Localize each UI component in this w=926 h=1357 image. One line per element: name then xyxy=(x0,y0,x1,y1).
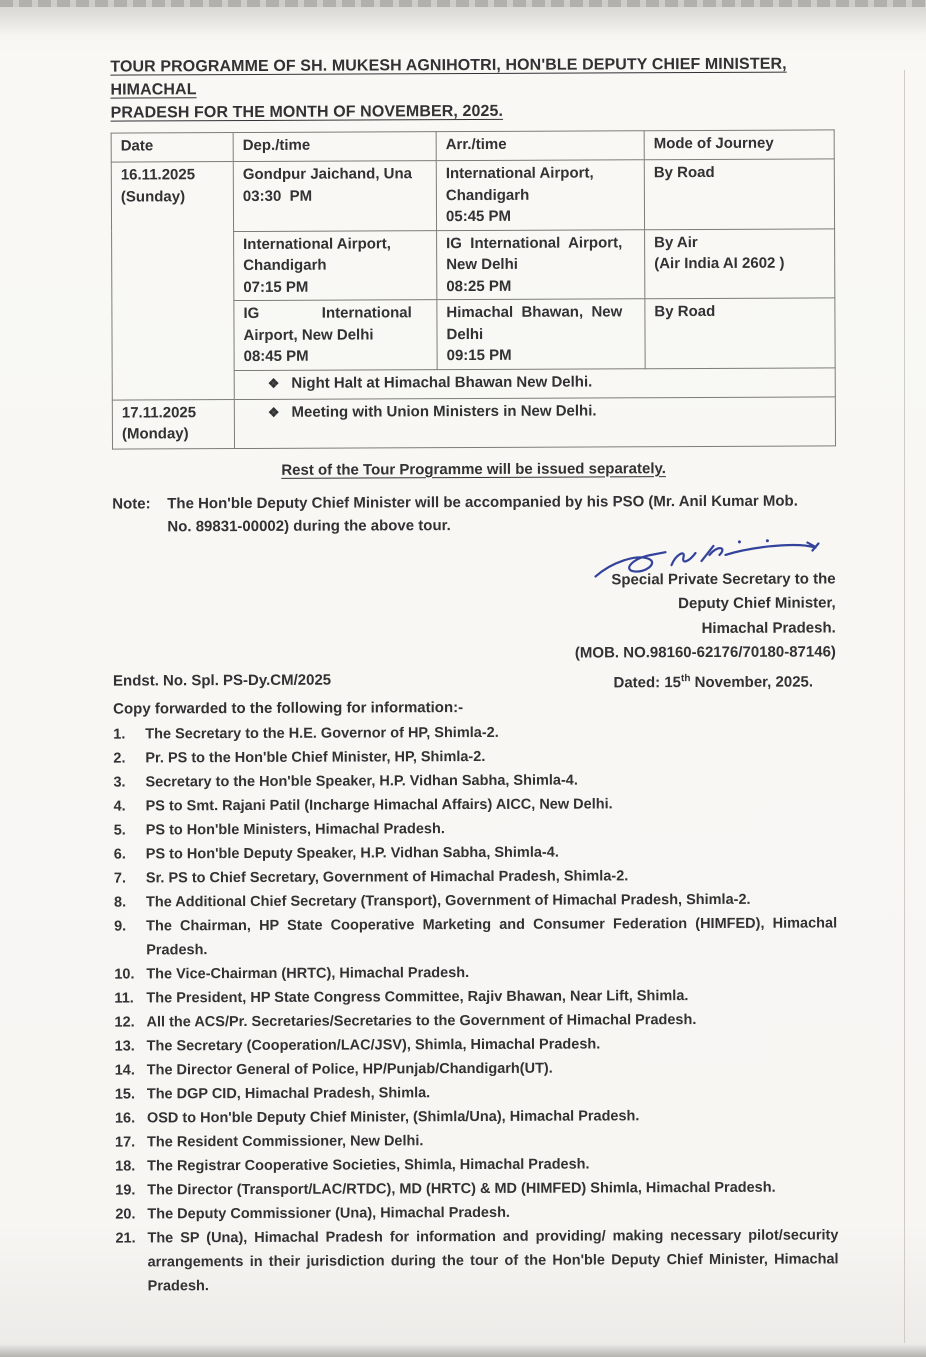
list-item-text: The Secretary to the H.E. Governor of HP, Shimla-2. xyxy=(145,724,499,742)
list-item-text: The Chairman, HP State Cooperative Marketing and Consumer Federation (HIMFED), Himachal Pradesh. xyxy=(146,914,838,958)
list-item-text: The SP (Una), Himachal Pradesh for information and providing/ making necessary pilot/security arrangements in their jurisdiction during the tour of the Hon'ble Deputy Chief Minister, Himachal Pradesh. xyxy=(147,1226,839,1294)
night-halt-cell xyxy=(234,367,835,399)
list-item xyxy=(113,719,836,746)
endorsement-number: Endst. No. Spl. PS-Dy.CM/2025 xyxy=(112,671,332,690)
list-item-text: The Resident Commissioner, New Delhi. xyxy=(146,1132,424,1150)
list-item xyxy=(115,1127,838,1154)
list-item-number: 13. xyxy=(114,1037,135,1055)
tour-programme-table xyxy=(111,129,836,449)
departure-cell: International Airport, Chandigarh 07:15 PM xyxy=(234,230,437,300)
list-item-text: The Director (Transport/LAC/RTDC), MD (HRTC) & MD (HIMFED) Shimla, Himachal Pradesh. xyxy=(147,1179,776,1198)
list-item-number: 11. xyxy=(114,989,134,1007)
list-item-number: 14. xyxy=(114,1061,135,1079)
list-item xyxy=(114,959,837,986)
mode-cell: By Air (Air India AI 2602 ) xyxy=(645,228,835,298)
list-item-number: 15. xyxy=(114,1085,136,1103)
list-item-text: PS to Hon'ble Deputy Speaker, H.P. Vidhan Sabha, Shimla-4. xyxy=(145,844,559,862)
list-item-number: 8. xyxy=(113,894,127,911)
list-item-text: The President, HP State Congress Committee, Rajiv Bhawan, Near Lift, Shimla. xyxy=(146,987,689,1006)
diamond-bullet-icon: ❖ xyxy=(267,404,280,420)
list-item-text: OSD to Hon'ble Deputy Chief Minister, (Shimla/Una), Himachal Pradesh. xyxy=(146,1107,640,1126)
signature-block: Special Private Secretary to the Deputy Chief Minister, Himachal Pradesh. (MOB. NO.98160-62176/70180-87146) xyxy=(574,569,836,662)
scan-artifact-top-edge xyxy=(0,0,926,7)
list-item xyxy=(113,767,836,794)
list-item-number: 3. xyxy=(113,774,126,791)
list-item-text: Pr. PS to the Hon'ble Chief Minister, HP, Shimla-2. xyxy=(145,748,486,766)
list-item xyxy=(114,839,837,866)
column-header-arr-time: Arr./time xyxy=(436,131,644,161)
document-title-line2: PRADESH FOR THE MONTH OF NOVEMBER, 2025. xyxy=(110,102,504,122)
list-item xyxy=(115,1031,838,1058)
meeting-text: Meeting with Union Ministers in New Delhi. xyxy=(291,401,597,421)
list-item-text: Secretary to the Hon'ble Speaker, H.P. Vidhan Sabha, Shimla-4. xyxy=(145,772,578,790)
list-item-text: The Additional Chief Secretary (Transport), Government of Himachal Pradesh, Shimla-2. xyxy=(145,891,751,910)
departure-cell: IG International Airport, New Delhi 08:45 PM xyxy=(234,300,437,370)
endorsement-row xyxy=(113,666,836,696)
list-item xyxy=(113,743,836,770)
signature-area xyxy=(113,567,836,668)
list-item-number: 16. xyxy=(114,1109,136,1127)
list-item-number: 19. xyxy=(115,1181,136,1199)
table-row xyxy=(111,159,834,232)
list-item-number: 6. xyxy=(113,846,126,863)
list-item xyxy=(114,911,837,962)
mode-cell: By Road xyxy=(644,159,834,229)
document-title-line1: TOUR PROGRAMME OF SH. MUKESH AGNIHOTRI, HON'BLE DEPUTY CHIEF MINISTER, HIMACHAL xyxy=(110,55,787,99)
date-cell-day1: 16.11.2025 (Sunday) xyxy=(111,162,234,400)
list-item xyxy=(114,887,837,914)
list-item xyxy=(115,1055,838,1082)
list-item-text: PS to Hon'ble Ministers, Himachal Pradesh. xyxy=(145,820,445,838)
scan-artifact-top-shadow xyxy=(0,7,926,35)
list-item-text: Sr. PS to Chief Secretary, Government of Himachal Pradesh, Shimla-2. xyxy=(145,867,629,886)
list-item xyxy=(115,1175,838,1202)
list-item xyxy=(114,1007,837,1034)
distribution-list xyxy=(113,719,839,1298)
handwritten-signature xyxy=(591,537,821,584)
list-item-text: The Secretary (Cooperation/LAC/JSV), Shimla, Himachal Pradesh. xyxy=(146,1035,601,1054)
column-header-dep-time: Dep./time xyxy=(233,132,436,162)
list-item xyxy=(114,815,837,842)
scan-artifact-bottom-edge xyxy=(0,1344,926,1357)
list-item-text: All the ACS/Pr. Secretaries/Secretaries to the Government of Himachal Pradesh. xyxy=(146,1011,697,1030)
meeting-cell xyxy=(234,396,835,448)
list-item xyxy=(114,983,837,1010)
note-text: The Hon'ble Deputy Chief Minister will be accompanied by his PSO (Mr. Anil Kumar Mob. No. 89831-00002) during the above tour. xyxy=(167,492,798,535)
diamond-bullet-icon: ❖ xyxy=(267,375,280,391)
list-item xyxy=(114,863,837,890)
arrival-cell: IG International Airport, New Delhi 08:25 PM xyxy=(437,229,645,299)
list-item xyxy=(115,1223,838,1298)
list-item xyxy=(115,1199,838,1226)
list-item-number: 18. xyxy=(115,1157,136,1175)
note-label: Note: xyxy=(112,494,151,513)
list-item-number: 2. xyxy=(113,750,126,767)
document-content xyxy=(110,52,838,1298)
mode-cell: By Road xyxy=(645,298,835,368)
document-title xyxy=(110,52,833,124)
list-item-number: 5. xyxy=(113,822,126,839)
table-row xyxy=(112,396,835,448)
list-item-number: 12. xyxy=(114,1013,135,1031)
arrival-cell: Himachal Bhawan, New Delhi 09:15 PM xyxy=(437,299,645,369)
list-item-text: PS to Smt. Rajani Patil (Incharge Himachal Affairs) AICC, New Delhi. xyxy=(145,795,613,814)
list-item-text: The DGP CID, Himachal Pradesh, Shimla. xyxy=(146,1084,431,1102)
column-header-date: Date xyxy=(111,133,233,163)
list-item-text: The Director General of Police, HP/Punjab/Chandigarh(UT). xyxy=(146,1060,553,1078)
list-item-number: 21. xyxy=(115,1229,136,1247)
arrival-cell: International Airport, Chandigarh 05:45 PM xyxy=(436,160,644,230)
night-halt-text: Night Halt at Himachal Bhawan New Delhi. xyxy=(291,372,593,392)
list-item-number: 1. xyxy=(113,726,126,743)
list-item-number: 4. xyxy=(113,798,126,815)
endorsement-date: Dated: 15th November, 2025. xyxy=(613,672,814,691)
rest-of-programme-notice: Rest of the Tour Programme will be issued separately. xyxy=(281,459,666,479)
departure-cell: Gondpur Jaichand, Una 03:30 PM xyxy=(233,161,436,231)
list-item-number: 17. xyxy=(114,1133,136,1151)
list-item xyxy=(114,791,837,818)
note-paragraph xyxy=(112,489,835,538)
list-item xyxy=(115,1103,838,1130)
date-cell-day2: 17.11.2025 (Monday) xyxy=(112,399,234,449)
list-item-text: The Vice-Chairman (HRTC), Himachal Pradesh. xyxy=(146,964,470,982)
list-item-text: The Registrar Cooperative Societies, Shimla, Himachal Pradesh. xyxy=(147,1156,590,1174)
column-header-mode: Mode of Journey xyxy=(644,130,834,160)
list-item-number: 10. xyxy=(114,965,135,983)
scan-artifact-page-edge xyxy=(904,70,905,1343)
copy-forwarded-line: Copy forwarded to the following for information:- xyxy=(113,698,464,718)
list-item xyxy=(115,1079,838,1106)
list-item-number: 7. xyxy=(113,870,127,887)
list-item-number: 20. xyxy=(115,1205,136,1223)
list-item-number: 9. xyxy=(114,918,127,935)
list-item xyxy=(115,1151,838,1178)
list-item-text: The Deputy Commissioner (Una), Himachal Pradesh. xyxy=(147,1204,510,1222)
table-header-row xyxy=(111,130,834,162)
